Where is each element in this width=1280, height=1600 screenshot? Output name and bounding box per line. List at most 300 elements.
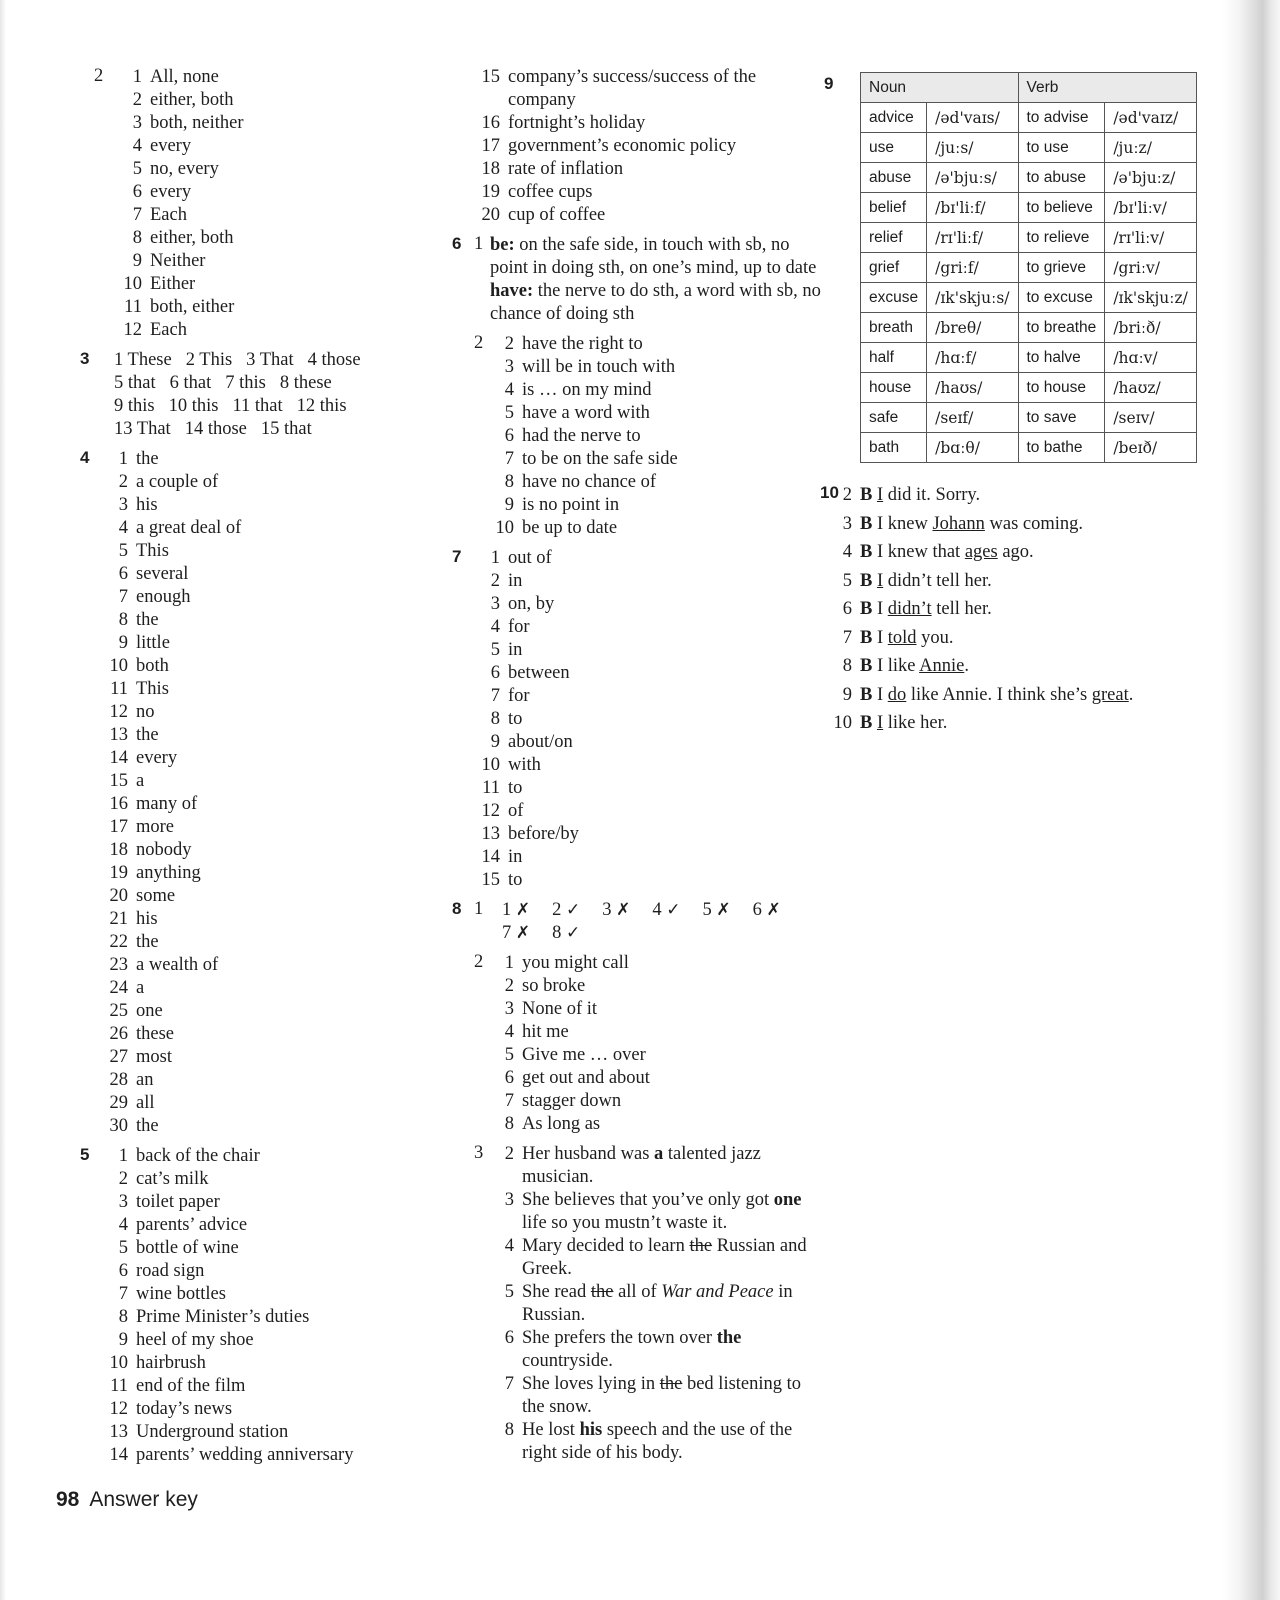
list-item bbox=[102, 1168, 444, 1191]
item-answer: on, by bbox=[508, 594, 555, 614]
answer-segment: B bbox=[860, 542, 873, 562]
item-number: 13 bbox=[109, 725, 128, 745]
item-answer: the bbox=[136, 725, 159, 745]
list-item bbox=[102, 724, 444, 747]
item-answer: heel of my shoe bbox=[136, 1330, 254, 1350]
item-number: 11 bbox=[124, 297, 142, 317]
answer-list bbox=[474, 66, 826, 227]
be-collocations bbox=[490, 234, 826, 280]
item-answer: those bbox=[207, 419, 247, 439]
noun-cell: safe bbox=[861, 403, 927, 433]
list-item bbox=[102, 1329, 444, 1352]
item-number: 4 bbox=[132, 136, 142, 156]
item-number: 10 bbox=[109, 656, 128, 676]
list-item bbox=[102, 931, 444, 954]
answer-segment: a bbox=[654, 1144, 664, 1164]
item-number: 8 bbox=[552, 923, 562, 943]
noun-pronunciation-cell: /griːf/ bbox=[927, 253, 1018, 283]
answer-segment: War and Peace bbox=[661, 1282, 774, 1302]
noun-cell: advice bbox=[861, 103, 927, 133]
answer-list bbox=[102, 448, 444, 1138]
item-number: 12 bbox=[296, 396, 316, 416]
item-number: 3 bbox=[602, 900, 612, 920]
list-item bbox=[488, 1113, 826, 1136]
item-number: 12 bbox=[481, 801, 500, 821]
have-collocations bbox=[490, 280, 826, 326]
item-answer: rate of inflation bbox=[508, 159, 624, 179]
answer-segment: . bbox=[964, 656, 969, 676]
item-answer: the bbox=[136, 932, 159, 952]
item-answer: road sign bbox=[136, 1261, 205, 1281]
noun-cell: bath bbox=[861, 433, 927, 463]
item-number: 5 bbox=[504, 403, 514, 423]
list-item bbox=[474, 685, 826, 708]
verb-cell: to breathe bbox=[1018, 313, 1105, 343]
exercise-number: 8 bbox=[452, 899, 462, 918]
list-item bbox=[102, 1352, 444, 1375]
answer-segment: ages bbox=[964, 542, 998, 562]
answer-segment: bed listening to the snow. bbox=[522, 1374, 802, 1417]
item-number: 4 bbox=[118, 518, 128, 538]
verb-cell: to advise bbox=[1018, 103, 1105, 133]
item-answer: stagger down bbox=[522, 1091, 622, 1111]
answer-segment: like Annie. I think she’s bbox=[906, 684, 1092, 705]
answer-list bbox=[488, 1143, 826, 1465]
answer-list bbox=[488, 333, 826, 540]
list-item bbox=[474, 181, 826, 204]
item-number: 6 bbox=[118, 564, 128, 584]
verb-pronunciation-cell: /griːv/ bbox=[1105, 253, 1197, 283]
item-number: 21 bbox=[109, 909, 128, 929]
item-answer bbox=[860, 571, 992, 591]
cross-icon: ✗ bbox=[766, 900, 781, 920]
answer-segment: talented jazz musician. bbox=[522, 1144, 761, 1187]
item-number: 5 bbox=[132, 159, 142, 179]
item-answer: fortnight’s holiday bbox=[508, 113, 646, 133]
column-2 bbox=[452, 66, 826, 1472]
footer-title: Answer key bbox=[89, 1488, 198, 1511]
list-item bbox=[102, 563, 444, 586]
item-answer: a bbox=[136, 771, 145, 791]
item-answer: parents’ advice bbox=[136, 1215, 248, 1235]
answer-cell bbox=[297, 395, 347, 418]
list-item bbox=[488, 1327, 826, 1373]
item-answer: have a word with bbox=[522, 403, 650, 423]
mark-cell bbox=[502, 922, 530, 945]
item-answer: the bbox=[136, 610, 159, 630]
noun-pronunciation-cell: /breθ/ bbox=[927, 313, 1018, 343]
item-number: 9 bbox=[118, 1330, 128, 1350]
item-answer: is no point in bbox=[522, 495, 620, 515]
item-answer: coffee cups bbox=[508, 182, 593, 202]
list-item bbox=[822, 681, 1242, 710]
answer-segment: the bbox=[590, 1282, 614, 1302]
part-number: 1 bbox=[474, 234, 484, 254]
answer-segment: did it. Sorry. bbox=[883, 485, 981, 505]
verb-pronunciation-cell: /briːð/ bbox=[1105, 313, 1197, 343]
item-answer: little bbox=[136, 633, 170, 653]
list-item bbox=[488, 517, 826, 540]
item-answer: Each bbox=[150, 205, 187, 225]
item-number: 15 bbox=[481, 870, 500, 890]
item-answer: these bbox=[293, 373, 332, 393]
item-number: 9 bbox=[490, 732, 500, 752]
mark-cell bbox=[753, 899, 781, 922]
tick-icon: ✓ bbox=[566, 923, 581, 943]
exercise-number: 4 bbox=[80, 448, 90, 467]
item-answer: back of the chair bbox=[136, 1146, 260, 1166]
list-item bbox=[488, 952, 826, 975]
item-number: 3 bbox=[504, 1190, 514, 1210]
answer-segment: like her. bbox=[883, 713, 948, 733]
list-item bbox=[474, 823, 826, 846]
list-item bbox=[102, 1191, 444, 1214]
answer-cell bbox=[170, 372, 212, 395]
list-item bbox=[116, 135, 444, 158]
answer-cell bbox=[185, 418, 247, 441]
page-number: 98 bbox=[56, 1488, 80, 1511]
noun-header: Noun bbox=[861, 73, 1019, 103]
answer-segment: She believes that you’ve only got bbox=[522, 1190, 774, 1210]
noun-cell: relief bbox=[861, 223, 927, 253]
item-answer: that bbox=[284, 419, 312, 439]
table-row bbox=[861, 313, 1197, 343]
item-answer: all bbox=[136, 1093, 155, 1113]
list-item bbox=[116, 89, 444, 112]
answer-segment: B bbox=[860, 570, 873, 591]
item-number: 11 bbox=[232, 396, 251, 416]
answer-segment: I bbox=[872, 684, 888, 705]
item-answer: that bbox=[127, 373, 156, 393]
item-number: 8 bbox=[490, 709, 500, 729]
exercise-number: 10 bbox=[820, 483, 839, 502]
item-answer: this bbox=[319, 396, 347, 416]
item-answer: That bbox=[259, 350, 294, 370]
item-number: 8 bbox=[504, 1420, 514, 1440]
item-answer: toilet paper bbox=[136, 1192, 220, 1212]
item-answer bbox=[522, 1328, 741, 1371]
item-answer: Give me … over bbox=[522, 1045, 646, 1065]
item-number: 12 bbox=[109, 1399, 128, 1419]
cross-icon: ✗ bbox=[515, 900, 531, 920]
item-number: 1 bbox=[132, 67, 142, 87]
list-item bbox=[102, 586, 444, 609]
item-answer: out of bbox=[508, 548, 552, 568]
list-item bbox=[488, 471, 826, 494]
item-number: 2 bbox=[504, 334, 514, 354]
list-item bbox=[102, 816, 444, 839]
item-answer: no bbox=[136, 702, 155, 722]
mark-cell bbox=[652, 899, 680, 922]
item-answer: This bbox=[136, 679, 169, 699]
mark-cell bbox=[552, 899, 580, 922]
item-number: 13 bbox=[481, 824, 500, 844]
item-answer: These bbox=[127, 350, 172, 370]
list-item bbox=[488, 356, 826, 379]
mark-grid bbox=[490, 899, 826, 945]
answer-segment: do bbox=[887, 684, 907, 705]
answer-segment: the bbox=[716, 1328, 742, 1348]
exercise-7 bbox=[452, 547, 826, 892]
item-number: 16 bbox=[109, 794, 128, 814]
page-footer bbox=[56, 1488, 198, 1512]
item-answer: every bbox=[136, 748, 178, 768]
list-item bbox=[102, 1283, 444, 1306]
answer-segment: told bbox=[887, 627, 917, 648]
item-answer: every bbox=[150, 136, 192, 156]
list-item bbox=[116, 296, 444, 319]
item-answer: both, neither bbox=[150, 113, 244, 133]
table-row bbox=[861, 253, 1197, 283]
exercise-4 bbox=[80, 448, 444, 1138]
verb-cell: to grieve bbox=[1018, 253, 1105, 283]
table-row bbox=[861, 403, 1197, 433]
item-answer: for bbox=[508, 617, 530, 637]
item-number: 2 bbox=[118, 472, 128, 492]
item-number: 1 bbox=[502, 900, 512, 920]
noun-pronunciation-cell: /seɪf/ bbox=[927, 403, 1018, 433]
answer-segment: I bbox=[876, 570, 884, 591]
item-number: 7 bbox=[504, 1374, 514, 1394]
item-answer: anything bbox=[136, 863, 201, 883]
item-number: 29 bbox=[109, 1093, 128, 1113]
list-item bbox=[822, 538, 1242, 567]
item-number: 4 bbox=[490, 617, 500, 637]
table-row bbox=[861, 193, 1197, 223]
item-answer: This bbox=[199, 350, 233, 370]
item-number: 3 bbox=[490, 594, 500, 614]
list-item bbox=[474, 777, 826, 800]
answer-list bbox=[822, 481, 1242, 738]
item-answer bbox=[860, 628, 954, 648]
list-item bbox=[102, 1145, 444, 1168]
item-answer: to bbox=[508, 778, 523, 798]
item-number: 10 bbox=[481, 755, 500, 775]
item-number: 3 bbox=[246, 350, 256, 370]
item-answer: Each bbox=[150, 320, 187, 340]
list-item bbox=[102, 678, 444, 701]
answer-segment: B bbox=[860, 684, 873, 705]
item-number: 30 bbox=[109, 1116, 128, 1136]
list-item bbox=[822, 652, 1242, 681]
answer-cell bbox=[114, 349, 172, 372]
item-number: 2 bbox=[504, 1144, 514, 1164]
have-text: the nerve to do sth, a word with sb, no chance of doing sth bbox=[490, 281, 821, 324]
item-number: 14 bbox=[481, 847, 500, 867]
item-number: 1 bbox=[504, 953, 514, 973]
item-number: 2 bbox=[118, 1169, 128, 1189]
item-number: 2 bbox=[552, 900, 562, 920]
noun-cell: breath bbox=[861, 313, 927, 343]
item-number: 6 bbox=[504, 1068, 514, 1088]
exercise-6-part-1 bbox=[474, 234, 826, 326]
item-number: 10 bbox=[123, 274, 142, 294]
table-row bbox=[861, 163, 1197, 193]
table-row bbox=[861, 283, 1197, 313]
exercise-number: 6 bbox=[452, 234, 462, 253]
exercise-number: 9 bbox=[824, 74, 834, 93]
item-answer bbox=[860, 542, 1034, 562]
table-row bbox=[861, 133, 1197, 163]
list-item bbox=[116, 250, 444, 273]
answer-segment: tell her. bbox=[931, 599, 992, 619]
item-number: 15 bbox=[260, 419, 280, 439]
mark-cell bbox=[602, 899, 630, 922]
item-number: 3 bbox=[504, 999, 514, 1019]
item-answer: with bbox=[508, 755, 541, 775]
answer-segment: Her husband was bbox=[522, 1144, 655, 1164]
list-item bbox=[822, 709, 1242, 738]
item-answer: hairbrush bbox=[136, 1353, 206, 1373]
item-answer bbox=[860, 656, 969, 676]
verb-pronunciation-cell: /haʊz/ bbox=[1105, 373, 1197, 403]
part-number: 2 bbox=[94, 66, 104, 86]
list-item bbox=[488, 1143, 826, 1189]
exercise-6-part-2 bbox=[474, 333, 826, 540]
item-answer bbox=[522, 1144, 761, 1187]
list-item bbox=[102, 1115, 444, 1138]
item-number: 10 bbox=[833, 713, 852, 733]
verb-pronunciation-cell: /juːz/ bbox=[1105, 133, 1197, 163]
answer-cell bbox=[169, 395, 219, 418]
answer-segment: I knew that bbox=[872, 542, 965, 562]
noun-pronunciation-cell: /juːs/ bbox=[927, 133, 1018, 163]
item-number: 8 bbox=[118, 610, 128, 630]
item-number: 8 bbox=[118, 1307, 128, 1327]
list-item bbox=[102, 1375, 444, 1398]
noun-pronunciation-cell: /ɪk'skjuːs/ bbox=[927, 283, 1018, 313]
noun-pronunciation-cell: /rɪ'liːf/ bbox=[927, 223, 1018, 253]
exercise-number: 7 bbox=[452, 547, 462, 566]
verb-pronunciation-cell: /ɪk'skjuːz/ bbox=[1105, 283, 1197, 313]
noun-pronunciation-cell: /əd'vaɪs/ bbox=[927, 103, 1018, 133]
cross-icon: ✗ bbox=[716, 900, 731, 920]
list-item bbox=[116, 227, 444, 250]
list-item bbox=[474, 800, 826, 823]
item-answer: end of the film bbox=[136, 1376, 246, 1396]
exercise-10 bbox=[822, 481, 1242, 738]
item-number: 11 bbox=[482, 778, 500, 798]
verb-cell: to excuse bbox=[1018, 283, 1105, 313]
item-number: 26 bbox=[109, 1024, 128, 1044]
list-item bbox=[102, 747, 444, 770]
exercise-number: 5 bbox=[80, 1145, 90, 1164]
verb-pronunciation-cell: /əd'vaɪz/ bbox=[1105, 103, 1197, 133]
item-answer: This bbox=[136, 541, 169, 561]
list-item bbox=[102, 471, 444, 494]
list-item bbox=[474, 731, 826, 754]
item-answer: every bbox=[150, 182, 192, 202]
exercise-8-part-2 bbox=[474, 952, 826, 1136]
list-item bbox=[474, 66, 826, 112]
item-answer bbox=[522, 1282, 793, 1325]
item-number: 15 bbox=[109, 771, 128, 791]
item-answer: to be on the safe side bbox=[522, 449, 678, 469]
answer-segment: the bbox=[689, 1236, 713, 1256]
item-number: 14 bbox=[184, 419, 204, 439]
exercise-3 bbox=[80, 349, 444, 441]
item-number: 17 bbox=[109, 817, 128, 837]
list-item bbox=[488, 402, 826, 425]
list-item bbox=[474, 158, 826, 181]
answer-list bbox=[102, 1145, 444, 1467]
tick-icon: ✓ bbox=[566, 900, 581, 920]
item-answer: wine bottles bbox=[136, 1284, 226, 1304]
item-answer: to bbox=[508, 709, 523, 729]
item-number: 11 bbox=[110, 679, 128, 699]
item-answer: this bbox=[127, 396, 155, 416]
list-item bbox=[102, 1306, 444, 1329]
list-item bbox=[102, 701, 444, 724]
item-number: 12 bbox=[109, 702, 128, 722]
answer-grid bbox=[102, 349, 444, 441]
item-number: 23 bbox=[109, 955, 128, 975]
list-item bbox=[116, 204, 444, 227]
verb-pronunciation-cell: /beɪð/ bbox=[1105, 433, 1197, 463]
table-row bbox=[861, 373, 1197, 403]
item-answer: before/by bbox=[508, 824, 579, 844]
list-item bbox=[102, 517, 444, 540]
item-answer bbox=[522, 1190, 802, 1233]
item-number: 3 bbox=[504, 357, 514, 377]
column-3 bbox=[822, 68, 1242, 745]
noun-cell: house bbox=[861, 373, 927, 403]
item-answer: today’s news bbox=[136, 1399, 233, 1419]
list-item bbox=[102, 448, 444, 471]
item-number: 3 bbox=[842, 513, 852, 534]
item-answer: no, every bbox=[150, 159, 219, 179]
noun-pronunciation-cell: /haʊs/ bbox=[927, 373, 1018, 403]
item-answer: between bbox=[508, 663, 570, 683]
answer-cell bbox=[246, 349, 293, 372]
answer-segment: ago. bbox=[997, 542, 1034, 562]
item-number: 9 bbox=[118, 633, 128, 653]
exercise-2-part bbox=[94, 66, 444, 342]
answer-cell bbox=[186, 349, 232, 372]
answer-segment: in Russian. bbox=[522, 1282, 793, 1325]
item-answer: in bbox=[508, 640, 523, 660]
answer-row bbox=[110, 349, 444, 372]
item-number: 9 bbox=[504, 495, 514, 515]
item-number: 9 bbox=[114, 396, 124, 416]
list-item bbox=[474, 570, 826, 593]
list-item bbox=[116, 319, 444, 342]
item-answer: will be in touch with bbox=[522, 357, 676, 377]
item-number: 6 bbox=[490, 663, 500, 683]
list-item bbox=[102, 839, 444, 862]
item-answer: a great deal of bbox=[136, 518, 242, 538]
answer-segment: Annie bbox=[919, 656, 965, 676]
list-item bbox=[488, 425, 826, 448]
item-number: 7 bbox=[132, 205, 142, 225]
list-item bbox=[102, 793, 444, 816]
item-answer: of bbox=[508, 801, 524, 821]
list-item bbox=[116, 66, 444, 89]
answer-row bbox=[110, 395, 444, 418]
item-answer: either, both bbox=[150, 228, 234, 248]
noun-pronunciation-cell: /ə'bjuːs/ bbox=[927, 163, 1018, 193]
item-answer: nobody bbox=[136, 840, 192, 860]
item-number: 10 bbox=[168, 396, 188, 416]
item-number: 8 bbox=[279, 373, 290, 393]
answer-segment: B bbox=[860, 485, 873, 505]
list-item bbox=[102, 1000, 444, 1023]
item-answer: that bbox=[183, 373, 212, 393]
item-number: 5 bbox=[702, 900, 712, 920]
item-answer: for bbox=[508, 686, 530, 706]
item-number: 7 bbox=[504, 1091, 514, 1111]
item-answer: you might call bbox=[522, 953, 629, 973]
